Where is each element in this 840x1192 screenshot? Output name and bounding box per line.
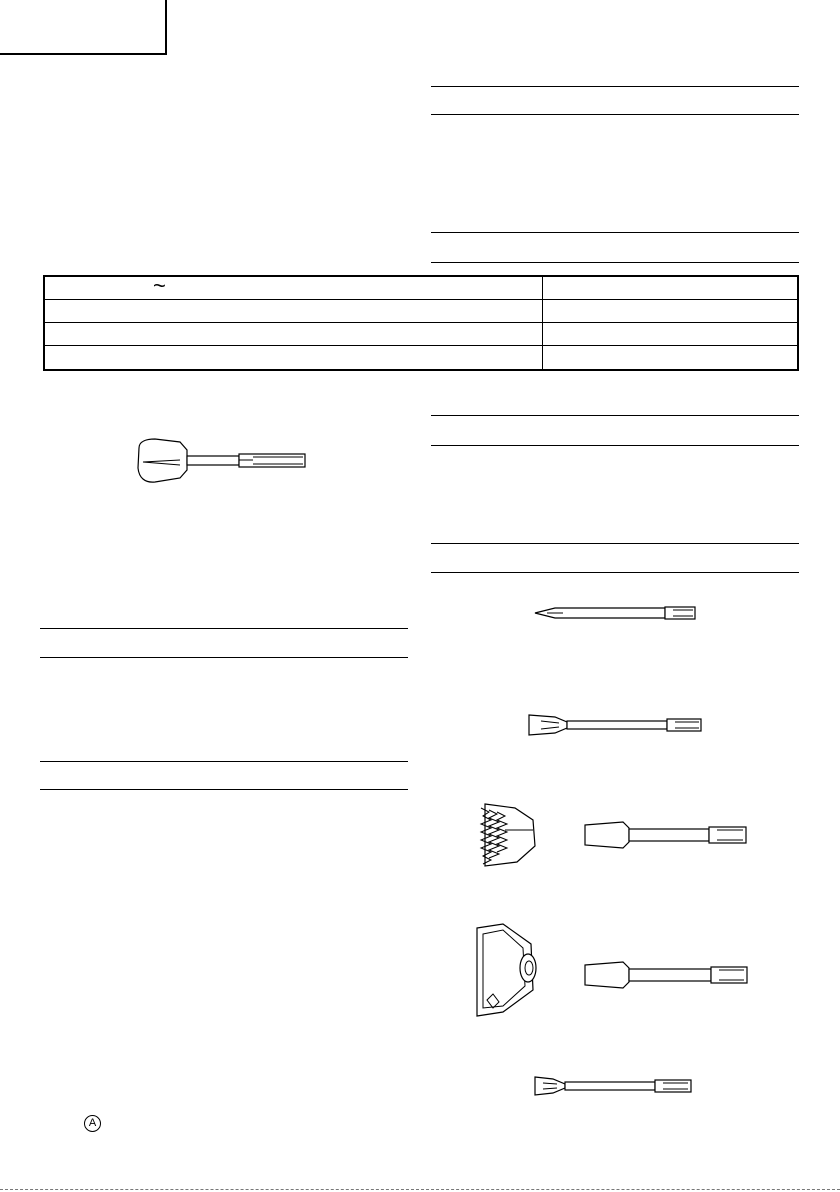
- section-rule: [431, 114, 799, 115]
- section-rule: [431, 86, 799, 87]
- cold-chisel-icon: [527, 714, 703, 736]
- specifications-table: [43, 275, 799, 371]
- page-bottom-rule: [0, 1189, 840, 1190]
- section-rule: [431, 262, 799, 263]
- bull-point-icon: [533, 604, 697, 622]
- bushing-tool-icon: [475, 800, 750, 868]
- ac-symbol: ~: [153, 273, 166, 298]
- section-rule: [40, 628, 408, 629]
- section-rule: [431, 415, 799, 416]
- table-row: [45, 345, 797, 369]
- table-row: [45, 273, 797, 300]
- table-row: [45, 299, 797, 323]
- callout-marker: A: [84, 1115, 101, 1132]
- clay-spade-icon: [135, 438, 310, 484]
- tamper-plate-icon: [473, 920, 750, 1018]
- table-row: [45, 322, 797, 346]
- section-rule: [40, 657, 408, 658]
- section-rule: [431, 543, 799, 544]
- section-rule: [431, 572, 799, 573]
- section-rule: [40, 761, 408, 762]
- section-rule: [431, 232, 799, 233]
- narrow-chisel-icon: [533, 1076, 693, 1096]
- section-rule: [431, 445, 799, 446]
- section-rule: [40, 789, 408, 790]
- header-tab: [0, 0, 167, 55]
